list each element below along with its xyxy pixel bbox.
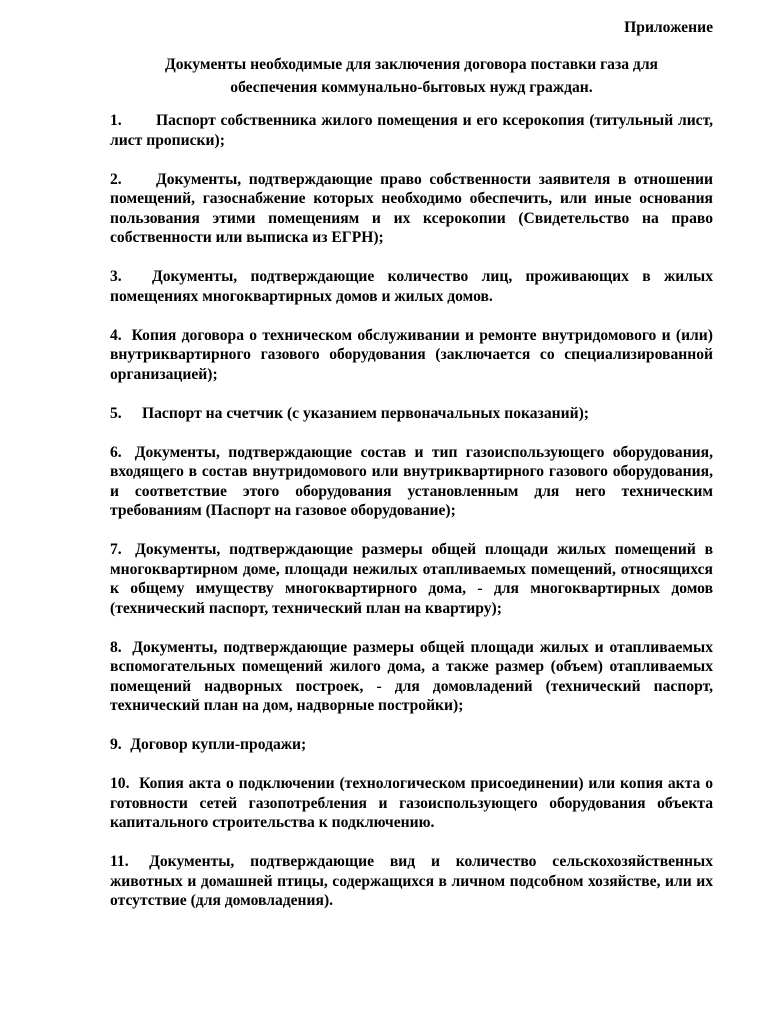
item-text: Документы, подтверждающие вид и количество сельскохозяйственных животных и домашней птицы, содержащихся в личном подсобном хозяйстве, или их отсутствие (для домовладения). <box>110 853 713 909</box>
list-item-4 <box>110 326 713 385</box>
list-item-9 <box>110 735 713 755</box>
list-item-1 <box>110 111 713 150</box>
title-line-1: Документы необходимые для заключения договора поставки газа для <box>164 56 658 73</box>
list-item-2 <box>110 170 713 248</box>
title-line-2: обеспечения коммунально-бытовых нужд граждан. <box>230 79 593 96</box>
list-item-3 <box>110 267 713 306</box>
item-number: 4. <box>110 326 122 344</box>
documents-list <box>110 111 713 930</box>
item-number: 9. <box>110 736 122 753</box>
item-text: Паспорт на счетчик (с указанием первоначальных показаний); <box>142 404 589 422</box>
item-text: Копия акта о подключении (технологическом присоединении) или копия акта о готовности сетей газопотребления и газоиспользующего оборудования объекта капитального строительства к подключению. <box>110 775 713 831</box>
item-number: 2. <box>110 170 122 188</box>
item-text: Договор купли-продажи; <box>130 736 307 753</box>
item-number: 3. <box>110 268 122 285</box>
item-text: Документы, подтверждающие количество лиц, проживающих в жилых помещениях многоквартирных домов и жилых домов. <box>110 268 713 305</box>
item-text: Копия договора о техническом обслуживании и ремонте внутридомового и (или) внутриквартирного газового оборудования (заключается со специализированной организацией); <box>110 326 713 383</box>
list-item-5 <box>110 404 713 424</box>
item-number: 6. <box>110 443 122 461</box>
item-number: 8. <box>110 638 122 656</box>
appendix-label: Приложение <box>624 19 713 36</box>
list-item-6 <box>110 443 713 521</box>
item-number: 10. <box>110 775 130 792</box>
item-number: 7. <box>110 541 122 558</box>
item-text: Документы, подтверждающие размеры общей площади жилых помещений в многоквартирном доме, площади нежилых отапливаемых помещений, относящихся к общему имуществу многоквартирного дома, - для многоквартирных домов (технический паспорт, технический план на квартиру); <box>110 541 713 617</box>
document-title <box>110 53 713 99</box>
item-text: Паспорт собственника жилого помещения и его ксерокопия (титульный лист, лист прописки); <box>110 112 713 149</box>
item-text: Документы, подтверждающие состав и тип газоиспользующего оборудования, входящего в состав внутридомового или внутриквартирного газового оборудования, и соответствие этого оборудования установленным для него техническим требованиям (Паспорт на газовое оборудование); <box>110 443 713 519</box>
item-number: 5. <box>110 404 122 422</box>
list-item-10 <box>110 774 713 833</box>
list-item-7 <box>110 540 713 618</box>
item-number: 1. <box>110 112 122 129</box>
item-text: Документы, подтверждающие размеры общей площади жилых и отапливаемых вспомогательных помещений жилого дома, а также размер (объем) отапливаемых помещений надворных построек, - для домовладений (технический паспорт, технический план на дом, надворные постройки); <box>110 638 713 714</box>
list-item-8 <box>110 638 713 716</box>
item-text: Документы, подтверждающие право собственности заявителя в отношении помещений, газоснабжение которых необходимо обеспечить, или иные основания пользования этими помещениям и их ксерокопии (Свидетельство на право собственности или выписка из ЕГРН); <box>110 170 713 246</box>
item-number: 11. <box>110 853 129 870</box>
list-item-11 <box>110 852 713 911</box>
